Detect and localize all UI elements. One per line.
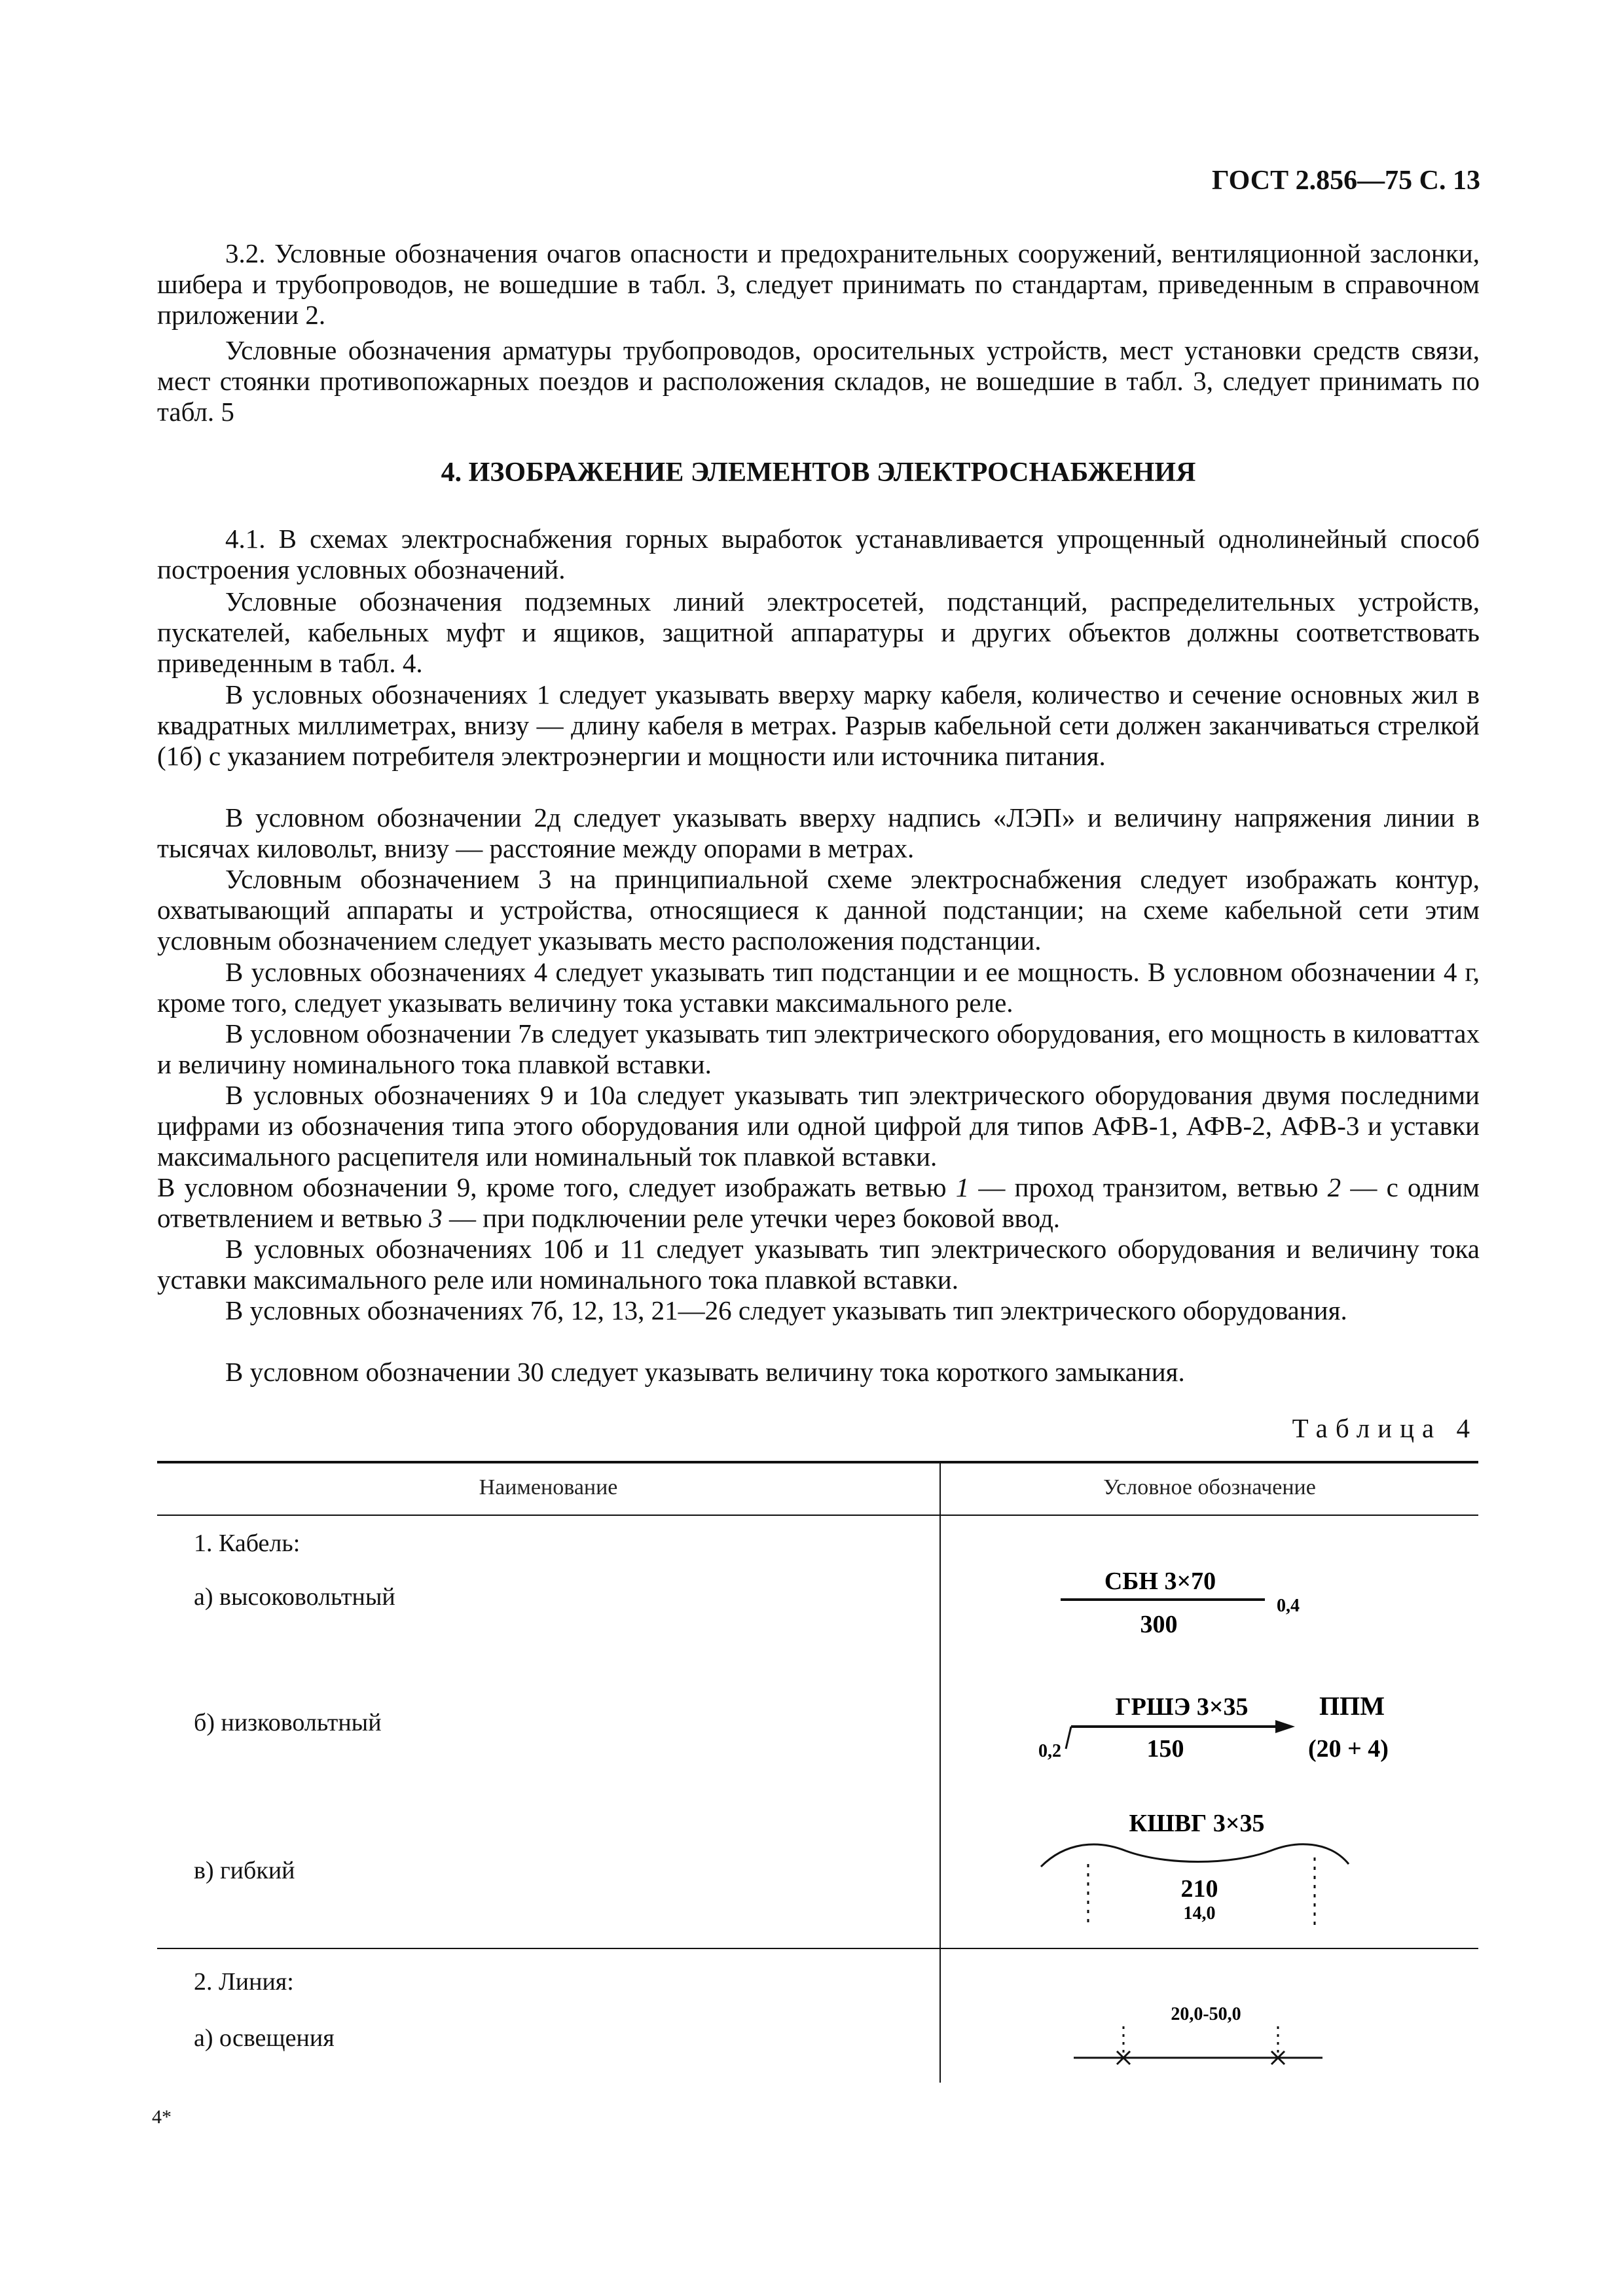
p9-num2: 2	[1327, 1172, 1341, 1202]
p9-text-a: В условном обозначении 9, кроме того, следует изображать ветвью	[157, 1172, 956, 1202]
paragraph-4-1-k: В условных обозначениях 7б, 12, 13, 21—26 следует указывать тип электрического оборудования.	[225, 1295, 1347, 1325]
column-header-symbol: Условное обозначение	[1103, 1475, 1316, 1499]
row-group-line: 2. Линия:	[194, 1968, 294, 1996]
row-low-voltage: б) низковольтный	[194, 1709, 382, 1736]
sym-v-bottom-label: 210	[1180, 1875, 1218, 1903]
symbol-lighting-line	[1074, 1998, 1349, 2076]
sym-b-break	[1066, 1727, 1071, 1749]
p9-text-d: — при подключении реле утечки через боковой ввод.	[442, 1203, 1061, 1233]
paragraph-4-1-h: В условных обозначениях 9 и 10а следует указывать тип электрического оборудования двумя последними цифрами из обозначения типа этого оборудования или одной цифрой для типов АФВ-1, АФВ-2, АФВ-3 и уставки максимального расцепителя или номинальный ток плавкой вставки.	[157, 1080, 1480, 1172]
row-flexible: в) гибкий	[194, 1857, 295, 1884]
row-high-voltage: а) высоковольтный	[194, 1583, 395, 1611]
sym-b-power: (20 + 4)	[1308, 1735, 1389, 1763]
p9-num1: 1	[955, 1172, 970, 1202]
symbol-high-voltage-cable	[1061, 1559, 1480, 1644]
paragraph-4-1: 4.1. В схемах электроснабжения горных выработок устанавливается упрощенный однолинейный способ построения условных обозначений.	[157, 524, 1480, 584]
symbol-flexible-cable	[1034, 1801, 1480, 1939]
column-header-name: Наименование	[479, 1475, 618, 1499]
paragraph-4-1-l: В условном обозначении 30 следует указывать величину тока короткого замыкания.	[225, 1357, 1185, 1387]
p9-text-c: — с одним ответвлением и ветвью	[157, 1172, 1480, 1233]
paragraph-4-1-j: В условных обозначениях 10б и 11 следует указывать тип электрического оборудования и величину тока уставки максимального реле или номинального тока плавкой вставки.	[157, 1234, 1480, 1295]
page-footer-mark: 4*	[152, 2106, 172, 2128]
table-top-rule	[157, 1461, 1478, 1463]
paragraph-3-2-cont: Условные обозначения арматуры трубопроводов, оросительных устройств, мест установки средств связи, мест стоянки противопожарных поездов и расположения складов, не вошедшие в табл. 3, следует принимать по табл. 5	[157, 335, 1480, 427]
table-caption: Таблица 4	[1292, 1413, 1478, 1443]
paragraph-4-1-e: Условным обозначением 3 на принципиальной схеме электроснабжения следует изображать контур, охватывающий аппараты и устройства, относящиеся к данной подстанции; на схеме кабельной сети этим условным обозначением следует указывать место расположения подстанции.	[157, 864, 1480, 956]
section-heading: 4. ИЗОБРАЖЕНИЕ ЭЛЕМЕНТОВ ЭЛЕКТРОСНАБЖЕНИЯ	[441, 457, 1196, 488]
p9-text-b: — проход транзитом, ветвью	[969, 1172, 1328, 1202]
table-4	[157, 1461, 1478, 2083]
paragraph-4-1-d: В условном обозначении 2д следует указывать вверху надпись «ЛЭП» и величину напряжения линии в тысячах киловольт, внизу — расстояние между опорами в метрах.	[157, 802, 1480, 863]
sym-v-wavy-line	[1041, 1844, 1349, 1867]
table-header-rule	[157, 1515, 1478, 1516]
sym-v-sub-label: 14,0	[1183, 1903, 1216, 1924]
arrow-icon	[1275, 1720, 1295, 1733]
table-group-rule	[157, 1948, 1478, 1949]
row-group-cable: 1. Кабель:	[194, 1530, 301, 1557]
p9-num3: 3	[429, 1203, 443, 1233]
sym-b-consumer: ППМ	[1319, 1691, 1385, 1721]
sym-v-top-label: КШВГ 3×35	[1129, 1810, 1265, 1837]
sym-b-left-label: 0,2	[1038, 1741, 1061, 1761]
paragraph-4-1-f: В условных обозначениях 4 следует указывать тип подстанции и ее мощность. В условном обозначении 4 г, кроме того, следует указывать величину тока уставки максимального реле.	[157, 957, 1480, 1018]
paragraph-3-2: 3.2. Условные обозначения очагов опасности и предохранительных сооружений, вентиляционной заслонки, шибера и трубопроводов, не вошедшие в табл. 3, следует принимать по стандартам, приведенным в справочном приложении 2.	[157, 238, 1480, 330]
sym-a-top-label: СБН 3×70	[1104, 1568, 1216, 1595]
sym-a-bottom-label: 300	[1140, 1611, 1178, 1638]
sym-b-top-label: ГРШЭ 3×35	[1115, 1693, 1249, 1721]
sym-2a-top-label: 20,0-50,0	[1171, 2004, 1241, 2024]
paragraph-4-1-c: В условных обозначениях 1 следует указывать вверху марку кабеля, количество и сечение основных жил в квадратных миллиметрах, внизу — длину кабеля в метрах. Разрыв кабельной сети должен заканчиваться стрелкой (1б) с указанием потребителя электроэнергии и мощности или источника питания.	[157, 679, 1480, 771]
paragraph-4-1-g: В условном обозначении 7в следует указывать тип электрического оборудования, его мощность в киловаттах и величину номинального тока плавкой вставки.	[157, 1018, 1480, 1079]
sym-b-bottom-label: 150	[1146, 1735, 1184, 1763]
page-header: ГОСТ 2.856—75 С. 13	[1211, 166, 1480, 196]
paragraph-4-1-b: Условные обозначения подземных линий электросетей, подстанций, распределительных устройств, пускателей, кабельных муфт и ящиков, защитной аппаратуры и других объектов должны соответствовать приведенным в табл. 4.	[157, 586, 1480, 678]
table-column-rule	[939, 1461, 941, 2083]
row-lighting: а) освещения	[194, 2024, 335, 2052]
sym-a-side-label: 0,4	[1277, 1596, 1300, 1616]
symbol-low-voltage-cable	[1034, 1683, 1480, 1775]
paragraph-4-1-i	[157, 1172, 1480, 1234]
